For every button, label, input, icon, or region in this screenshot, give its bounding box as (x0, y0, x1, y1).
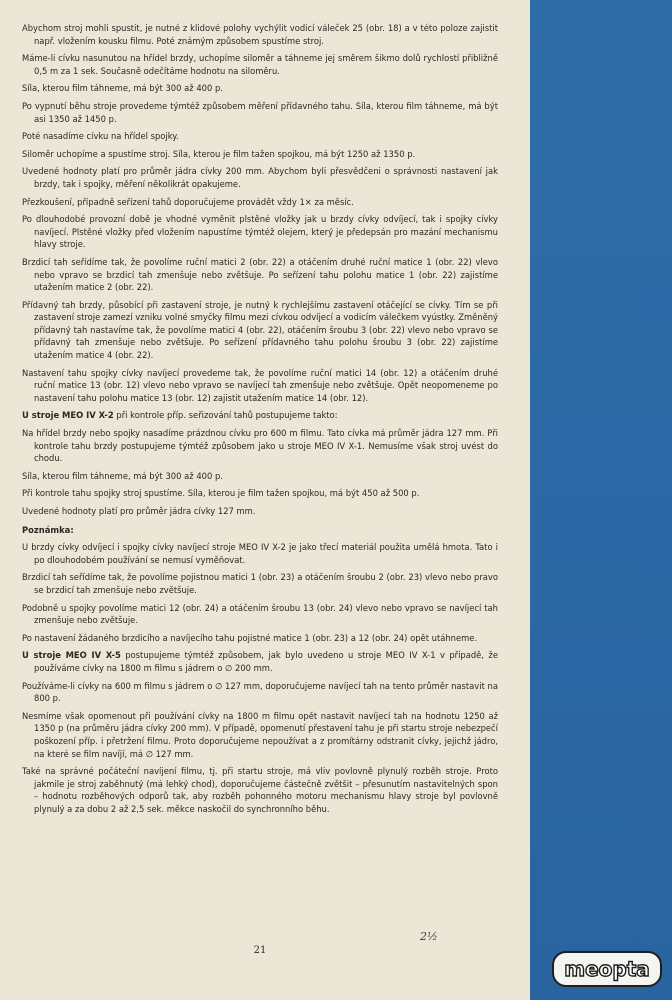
section-lead: U stroje MEO IV X-5 (22, 650, 121, 661)
meopta-logo-mark (557, 955, 657, 983)
paragraph: Abychom stroj mohli spustit, je nutné z klidové polohy vychýlit vodicí váleček 25 (obr. 18) a v této poloze zajistit např. vložením kousku filmu. Poté známým způsobem spustíme stroj. (22, 23, 498, 46)
paragraph: Síla, kterou film táhneme, má být 300 až 400 p. (22, 470, 223, 481)
paragraph: Síla, kterou film táhneme, má být 300 až 400 p. (22, 83, 223, 94)
paragraph: Také na správné počáteční navíjení filmu, tj. při startu stroje, má vliv povlovně plynulý rozběh stroje. Proto jakmile je stroj zaběhnutý (má lehký chod), doporučujeme částečně zvětšit – přesunutím nastavitelných spon – hodnotu rozběhových odporů tak, aby rozběh pohonného motoru mechanismu hlavy stroje byl povlovně plynulý a za dobu 2 až 2,5 sek. měkce naskočil do synchronního běhu. (22, 766, 498, 814)
paragraph: Brzdicí tah seřídíme tak, že povolíme ruční matici 2 (obr. 22) a otáčením druhé ruční matice 1 (obr. 22) vlevo nebo vpravo se brzdicí tah zmenšuje nebo zvětšuje. Po seřízení tahu polohu matice 1 (obr. 22) zajistíme utažením matice 2 (obr. 22). (22, 256, 498, 293)
paragraph: Po dlouhodobé provozní době je vhodné vyměnit plstěné vložky jak u brzdy cívky odvíjecí, tak i spojky cívky navíjecí. Plstěné vložky před vložením napustíme týmtéž olejem, který je předepsán pro mazání mechanismu hlavy stroje. (22, 214, 498, 250)
section-paragraph-x2 (22, 409, 498, 422)
paragraph: U brzdy cívky odvíjecí i spojky cívky navíjecí stroje MEO IV X-2 je jako třecí materiál použita umělá hmota. Tato i po dlouhodobém používání se nemusí vyměňovat. (22, 542, 498, 565)
paragraph: Po nastavení žádaného brzdicího a navíjecího tahu pojistné matice 1 (obr. 23) a 12 (obr. 24) opět utáhneme. (22, 632, 478, 643)
paragraph: Máme-li cívku nasunutou na hřídel brzdy, uchopíme siloměr a táhneme jej směrem šikmo dolů rychlostí přibližně 0,5 m za 1 sek. Současně odečítáme hodnotu na siloměru. (22, 53, 498, 76)
paragraph: Uvedené hodnoty platí pro průměr jádra cívky 127 mm. (22, 506, 256, 516)
paragraph: Podobně u spojky povolíme matici 12 (obr. 24) a otáčením šroubu 13 (obr. 24) vlevo nebo vpravo se navíjecí tah zmenšuje nebo zvětšuje. (22, 602, 498, 626)
paragraph: Brzdicí tah seřídíme tak, že povolíme pojistnou matici 1 (obr. 23) a otáčením šroubu 2 (obr. 23) vlevo nebo pravo se brzdicí tah zmenšuje nebo zvětšuje. (22, 572, 498, 595)
section-text: postupujeme týmtéž způsobem, jak bylo uvedeno u stroje MEO IV X-1 v případě, že používáme cívky na 1800 m filmu s jádrem o ∅ 200 mm. (34, 650, 498, 673)
meopta-logo (552, 951, 662, 987)
section-text: při kontrole příp. seřizování tahů postupujeme takto: (113, 410, 338, 421)
paragraph: Na hřídel brzdy nebo spojky nasadíme prázdnou cívku pro 600 m filmu. Tato cívka má průměr jádra 127 mm. Při kontrole tahu brzdy postupujeme týmtéž způsobem jako u stroje MEO IV X-1. Nemusíme však stroj uvést do chodu. (22, 428, 498, 464)
paragraph: Nesmíme však opomenout při používání cívky na 1800 m filmu opět nastavit navíjecí tah na hodnotu 1250 až 1350 p (na průměru jádra cívky 200 mm). V případě, opomenutí přestavení tahu je při startu stroje nebezpečí poškození příp. i přetržení filmu. Proto doporučujeme nepoužívat a z promítárny odstranit cívky, jejichž jádro, na které se film navíjí, má ∅ 127 mm. (22, 710, 498, 759)
paragraph: Při kontrole tahu spojky stroj spustíme. Síla, kterou je film tažen spojkou, má být 450 až 500 p. (22, 488, 420, 499)
section-lead: U stroje MEO IV X-2 (22, 410, 114, 421)
logo-text: meopta (564, 957, 650, 981)
paragraph: Přezkoušení, případně seřízení tahů doporučujeme provádět vždy 1× za měsíc. (22, 196, 354, 207)
note-heading: Poznámka: (22, 524, 74, 535)
paragraph: Uvedené hodnoty platí pro průměr jádra cívky 200 mm. Abychom byli přesvědčeni o správnosti nastavení jak brzdy, tak i spojky, měření několikrát opakujeme. (22, 166, 498, 189)
paragraph: Po vypnutí běhu stroje provedeme týmtéž způsobem měření přídavného tahu. Síla, kterou film táhneme, má být asi 1350 až 1450 p. (22, 100, 498, 124)
paragraph: Nastavení tahu spojky cívky navíjecí provedeme tak, že povolíme ruční matici 14 (obr. 12) a otáčením druhé ruční matice 13 (obr. 12) vlevo nebo vpravo se navíjecí tah zmenšuje nebo zvětšuje. Opět neopomeneme po nastavení tahu polohu matice 13 (obr. 12) zajistit utažením matice 14 (obr. 12). (22, 367, 498, 403)
page-number: 21 (253, 945, 267, 956)
blue-side-band (530, 0, 672, 1000)
paragraph: Přídavný tah brzdy, působící při zastavení stroje, je nutný k rychlejšímu zastavení otáčející se cívky. Tím se při zastavení stroje zamezí vzniku volné smyčky filmu mezi cívkou odvíjecí a vodicím válečkem vyústky. Změněný přídavný tah nastavíme tak, že povolíme matici 4 (obr. 22), otáčením šroubu 3 (obr. 22) vlevo nebo vpravo se přídavný tah zmenšuje nebo zvětšuje. Po seřízení přídavného tahu polohu šroubu 3 (obr. 22) zajistíme utažením matice 4 (obr. 22). (22, 299, 498, 361)
document-body (22, 22, 498, 820)
paragraph: Poté nasadíme cívku na hřídel spojky. (22, 131, 179, 142)
handwritten-mark: 2½ (420, 930, 438, 943)
paragraph: Siloměr uchopíme a spustíme stroj. Síla, kterou je film tažen spojkou, má být 1250 až 1350 p. (22, 148, 416, 159)
section-paragraph-x5 (22, 649, 498, 674)
paragraph: Používáme-li cívky na 600 m filmu s jádrem o ∅ 127 mm, doporučujeme navíjecí tah na tento průměr nastavit na 800 p. (22, 680, 498, 704)
